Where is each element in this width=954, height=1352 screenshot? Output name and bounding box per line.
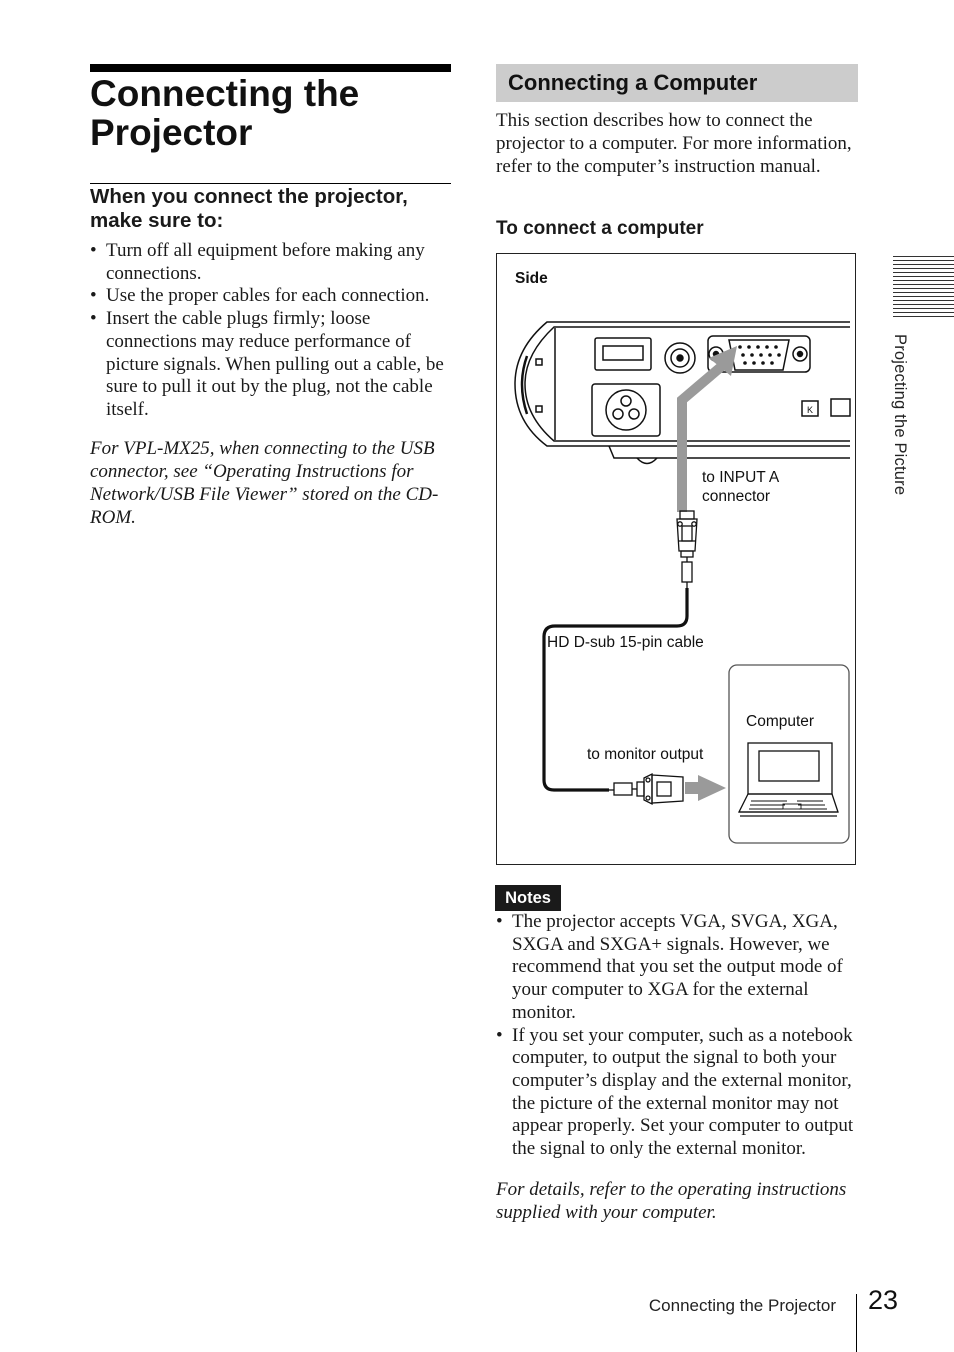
note-item: • The projector accepts VGA, SVGA, XGA, SXGA and SXGA+ signals. However, we recommend that you set the output mode of your computer to XGA for the external monitor. xyxy=(496,911,858,1025)
notes-badge: Notes xyxy=(495,885,561,911)
checklist-item: • Use the proper cables for each connection. xyxy=(90,285,452,308)
subheading-rule xyxy=(90,183,451,184)
input-a-label: to INPUT A connector xyxy=(702,469,779,505)
procedure-heading: To connect a computer xyxy=(496,218,704,239)
connection-diagram xyxy=(496,253,856,865)
computer-label: Computer xyxy=(746,713,815,730)
connection-diagram-art xyxy=(497,254,855,864)
dsub-plug-icon xyxy=(677,511,697,588)
footer-divider xyxy=(856,1294,857,1352)
details-note: For details, refer to the operating instructions supplied with your computer. xyxy=(496,1179,847,1223)
checklist-heading: When you connect the projector, make sure to: xyxy=(90,185,408,232)
notes-list xyxy=(496,911,858,1161)
dsub-plug-computer-icon xyxy=(609,774,683,804)
checklist xyxy=(90,240,452,422)
usb-note: For VPL-MX25, when connecting to the USB connector, see “Operating Instructions for Network/USB File Viewer” stored on the CD-ROM. xyxy=(90,438,439,528)
checklist-item: • Turn off all equipment before making any connections. xyxy=(90,240,452,285)
note-item: • If you set your computer, such as a notebook computer, to output the signal to both your computer’s display and the external monitor, the picture of the external monitor may not appear properly. Set your computer to output the signal to only the external monitor. xyxy=(496,1025,858,1161)
section-intro: This section describes how to connect the projector to a computer. For more information, refer to the computer’s instruction manual. xyxy=(496,110,852,177)
lock-icon: K xyxy=(806,405,814,415)
footer-section-name: Connecting the Projector xyxy=(648,1296,836,1315)
chapter-tab-stripes xyxy=(893,256,954,320)
monitor-output-label: to monitor output xyxy=(587,746,704,763)
laptop-icon xyxy=(739,743,838,816)
cable-label: HD D-sub 15-pin cable xyxy=(547,634,704,651)
output-arrow-icon xyxy=(685,775,726,801)
chapter-tab-label: Projecting the Picture xyxy=(891,334,909,496)
dsub-pins xyxy=(738,345,781,365)
side-label: Side xyxy=(515,270,548,287)
section-title: Connecting a Computer xyxy=(508,70,758,95)
checklist-item: • Insert the cable plugs firmly; loose connections may reduce performance of picture signals. When pulling out a cable, be sure to pull it out by the plug, not the cable itself. xyxy=(90,308,452,422)
title-rule xyxy=(90,64,451,72)
page-number: 23 xyxy=(868,1285,899,1315)
page-title: Connecting the Projector xyxy=(90,73,360,153)
